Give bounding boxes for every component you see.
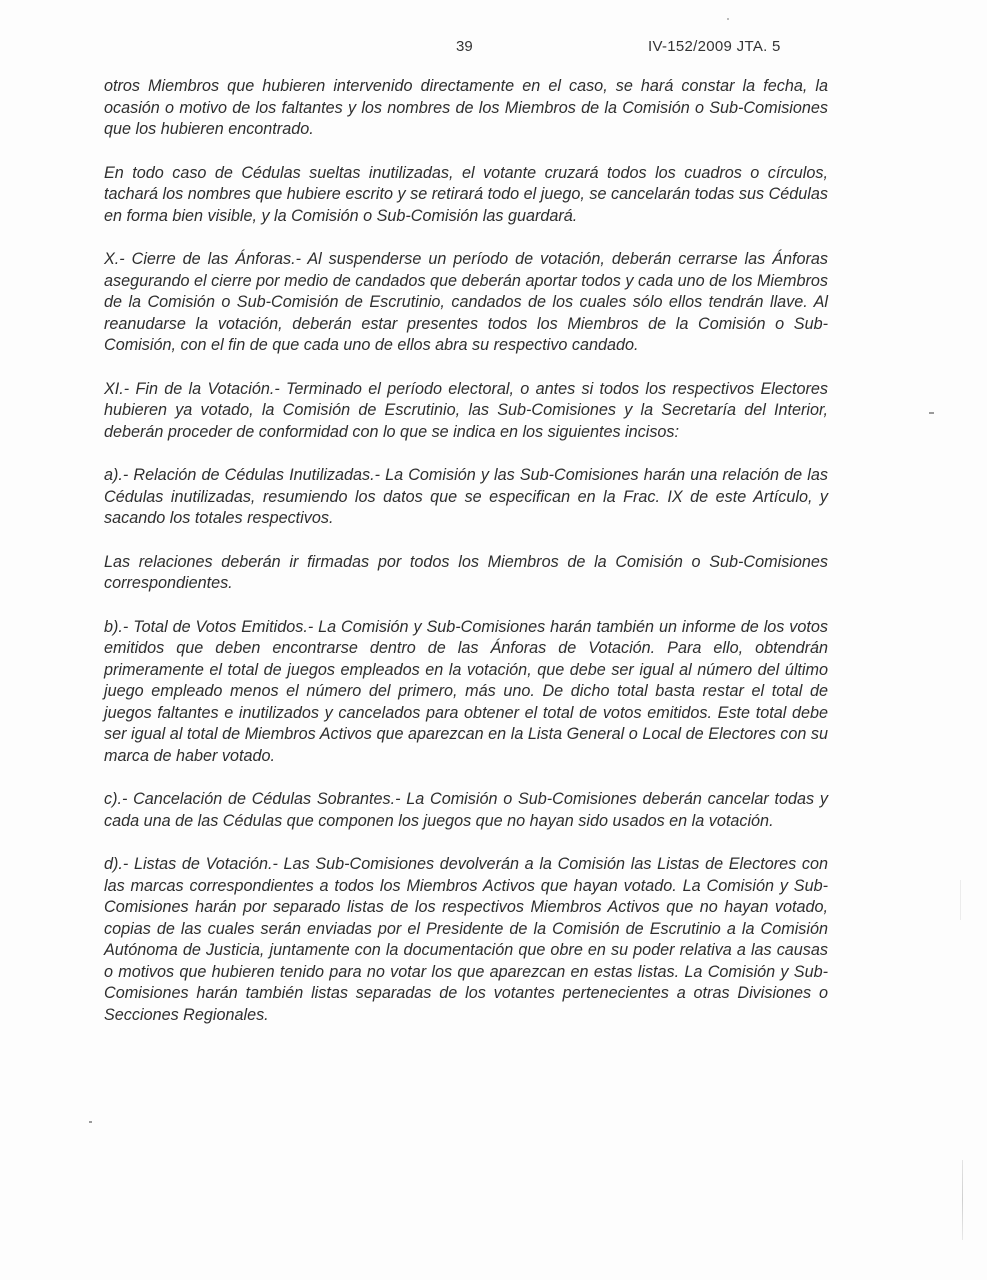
paragraph-item-a: a).- Relación de Cédulas Inutilizadas.- La Comisión y las Sub-Comisiones harán una relación de las Cédulas inutilizadas, resumiendo los datos que se especifican en la Frac. IX de este Artículo, y sacando los totales respectivos. (104, 466, 828, 527)
scan-edge-artifact (960, 880, 961, 920)
document-reference: IV-152/2009 JTA. 5 (648, 38, 781, 55)
paragraph-item-c: c).- Cancelación de Cédulas Sobrantes.- La Comisión o Sub-Comisiones deberán cancelar todas y cada una de las Cédulas que componen los juegos que no hayan sido usados en la votación. (104, 790, 828, 830)
margin-bullet-mark (89, 1121, 92, 1123)
paragraph-loose-ballots: En todo caso de Cédulas sueltas inutilizadas, el votante cruzará todos los cuadros o círculos, tachará los nombres que hubiere escrito y se retirará todo el juego, se cancelarán todas sus Cédulas en forma bien visible, y la Comisión o Sub-Comisión las guardará. (104, 163, 828, 225)
paragraph-section-xi: XI.- Fin de la Votación.- Terminado el período electoral, o antes si todos los respectivos Electores hubieren ya votado, la Comisión de Escrutinio, las Sub-Comisiones y la Secretaría del Interior, deberán proceder de conformidad con lo que se indica en los siguientes incisos: (104, 379, 828, 441)
page-number: 39 (456, 38, 473, 55)
paragraph-section-x: X.- Cierre de las Ánforas.- Al suspenderse un período de votación, deberán cerrarse las Ánforas asegurando el cierre por medio de candados que deberán aportar todos y cada uno de los Miembros de la Comisión o Sub-Comisión de Escrutinio, candados de los cuales sólo ellos tendrán llave. Al reanudarse la votación, deberán estar presentes todos los Miembros de la Comisión o Sub-Comisión, con el fin de que cada uno de ellos abra su respectivo candado. (104, 250, 828, 354)
margin-dash-mark (929, 412, 934, 414)
scan-speck (727, 18, 729, 20)
paragraph-continuation: otros Miembros que hubieren intervenido directamente en el caso, se hará constar la fecha, la ocasión o motivo de los faltantes y los nombres de los Miembros de la Comisión o Sub-Comisiones que los hubieren encontrado. (104, 77, 828, 138)
document-body (104, 76, 828, 1047)
page-header (0, 38, 987, 60)
paragraph-item-b: b).- Total de Votos Emitidos.- La Comisión y Sub-Comisiones harán también un informe de los votos emitidos que deben encontrarse dentro de las Ánforas de Votación. Para ello, obtendrán primeramente el total de juegos empleados en la votación, que debe ser igual al número del último juego empleado menos el número del primero, más uno. De dicho total basta restar el total de juegos faltantes e inutilizados y cancelados para obtener el total de votos emitidos. Este total debe ser igual al total de Miembros Activos que aparezcan en la Lista General o Local de Electores con su marca de haber votado. (104, 617, 828, 765)
paragraph-signatures: Las relaciones deberán ir firmadas por todos los Miembros de la Comisión o Sub-Comisiones correspondientes. (104, 552, 828, 592)
scan-edge-artifact-lower (962, 1160, 963, 1240)
paragraph-item-d: d).- Listas de Votación.- Las Sub-Comisiones devolverán a la Comisión las Listas de Electores con las marcas correspondientes a todos los Miembros Activos que hayan votado. La Comisión y Sub-Comisiones harán por separado listas de los respectivos Miembros Activos que no hayan votado, copias de las cuales serán enviadas por el Presidente de la Comisión de Escrutinio a la Comisión Autónoma de Justicia, juntamente con la documentación que obre en su poder relativa a las causas o motivos que hubieren tenido para no votar los que aparezcan en estas listas. La Comisión y Sub-Comisiones harán también listas separadas de los votantes pertenecientes a otras Divisiones o Secciones Regionales. (104, 855, 828, 1024)
